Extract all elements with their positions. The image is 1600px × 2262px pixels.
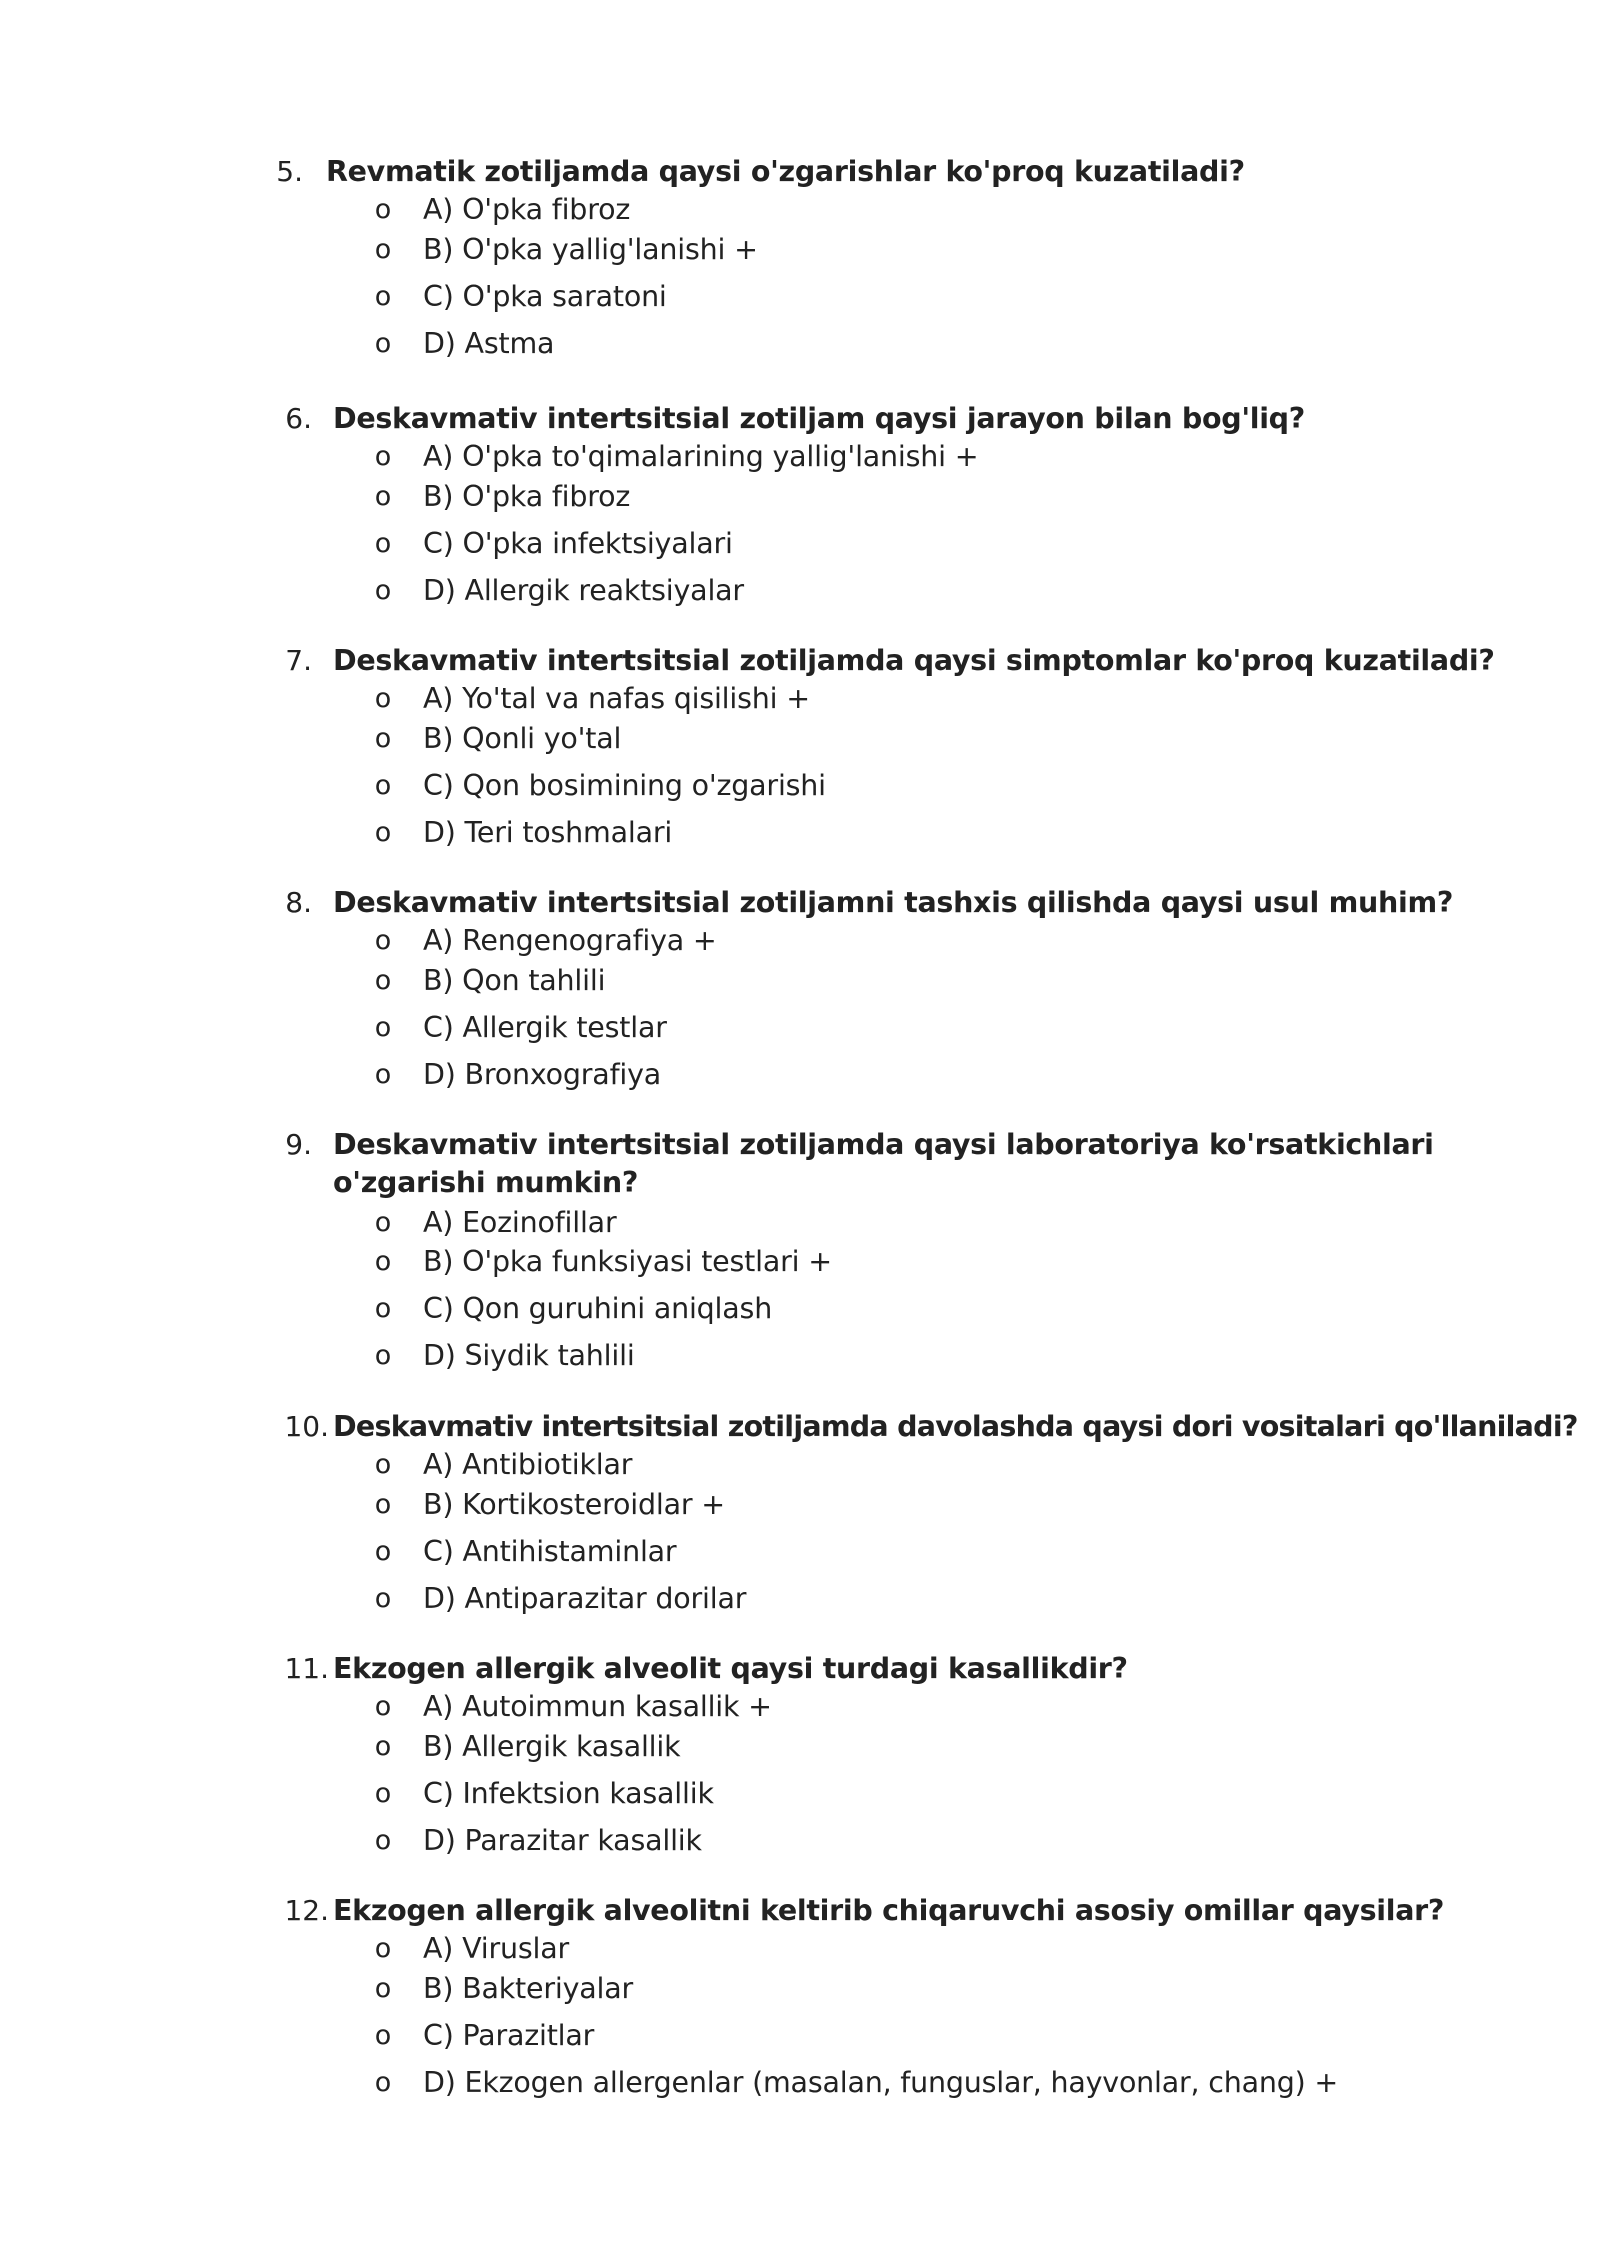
answer-option-d bbox=[0, 2064, 1600, 2104]
answer-option-d bbox=[0, 1337, 1600, 1377]
list-bullet: o bbox=[374, 1691, 392, 1722]
list-bullet: o bbox=[374, 2067, 392, 2098]
question-text: Ekzogen allergik alveolitni keltirib chiqaruvchi asosiy omillar qaysilar? bbox=[333, 1894, 1445, 1927]
list-bullet: o bbox=[374, 817, 392, 848]
option-text: D) Parazitar kasallik bbox=[423, 1824, 702, 1857]
answer-option-b bbox=[0, 720, 1600, 760]
option-text: A) Autoimmun kasallik + bbox=[423, 1690, 772, 1723]
answer-option-b bbox=[0, 1728, 1600, 1768]
list-bullet: o bbox=[374, 234, 392, 265]
answer-option-d bbox=[0, 1056, 1600, 1096]
question-text: Deskavmativ intertsitsial zotiljamda qaysi simptomlar ko'proq kuzatiladi? bbox=[333, 644, 1495, 677]
answer-option-c bbox=[0, 1775, 1600, 1815]
answer-option-c bbox=[0, 1290, 1600, 1330]
option-text: B) Qon tahlili bbox=[423, 964, 606, 997]
question-text: Deskavmativ intertsitsial zotiljam qaysi jarayon bilan bog'liq? bbox=[333, 402, 1306, 435]
option-text: C) Qon bosimining o'zgarishi bbox=[423, 769, 826, 802]
list-bullet: o bbox=[374, 441, 392, 472]
answer-option-d bbox=[0, 1580, 1600, 1620]
answer-option-d bbox=[0, 814, 1600, 854]
option-text: C) Antihistaminlar bbox=[423, 1535, 677, 1568]
list-bullet: o bbox=[374, 575, 392, 606]
option-text: D) Allergik reaktsiyalar bbox=[423, 574, 744, 607]
option-text: A) Yo'tal va nafas qisilishi + bbox=[423, 682, 810, 715]
option-text: C) O'pka saratoni bbox=[423, 280, 667, 313]
question-number: 9. bbox=[285, 1128, 312, 1161]
list-bullet: o bbox=[374, 965, 392, 996]
option-text: B) O'pka funksiyasi testlari + bbox=[423, 1245, 832, 1278]
answer-option-c bbox=[0, 525, 1600, 565]
question-number: 12. bbox=[284, 1894, 329, 1927]
question-number: 10. bbox=[284, 1410, 329, 1443]
list-bullet: o bbox=[374, 1449, 392, 1480]
list-bullet: o bbox=[374, 528, 392, 559]
option-text: B) Kortikosteroidlar + bbox=[423, 1488, 725, 1521]
answer-option-a bbox=[0, 1204, 1600, 1244]
list-bullet: o bbox=[374, 1489, 392, 1520]
list-bullet: o bbox=[374, 281, 392, 312]
answer-option-a bbox=[0, 680, 1600, 720]
list-bullet: o bbox=[374, 1246, 392, 1277]
option-text: B) Bakteriyalar bbox=[423, 1972, 634, 2005]
list-bullet: o bbox=[374, 194, 392, 225]
option-text: D) Astma bbox=[423, 327, 555, 360]
answer-option-b bbox=[0, 1970, 1600, 2010]
answer-option-a bbox=[0, 191, 1600, 231]
answer-option-a bbox=[0, 922, 1600, 962]
question-text: Ekzogen allergik alveolit qaysi turdagi kasallikdir? bbox=[333, 1652, 1128, 1685]
option-text: A) Antibiotiklar bbox=[423, 1448, 633, 1481]
option-text: A) O'pka to'qimalarining yallig'lanishi + bbox=[423, 440, 979, 473]
list-bullet: o bbox=[374, 1933, 392, 1964]
option-text: B) Qonli yo'tal bbox=[423, 722, 622, 755]
answer-option-a bbox=[0, 1688, 1600, 1728]
option-text: D) Ekzogen allergenlar (masalan, funguslar, hayvonlar, chang) + bbox=[423, 2066, 1339, 2099]
option-text: B) O'pka yallig'lanishi + bbox=[423, 233, 758, 266]
question-number: 11. bbox=[284, 1652, 329, 1685]
answer-option-c bbox=[0, 1533, 1600, 1573]
list-bullet: o bbox=[374, 770, 392, 801]
answer-option-c bbox=[0, 2017, 1600, 2057]
answer-option-b bbox=[0, 231, 1600, 271]
answer-option-b bbox=[0, 962, 1600, 1002]
option-text: B) O'pka fibroz bbox=[423, 480, 631, 513]
list-bullet: o bbox=[374, 1973, 392, 2004]
list-bullet: o bbox=[374, 328, 392, 359]
question-text: Revmatik zotiljamda qaysi o'zgarishlar ko'proq kuzatiladi? bbox=[326, 155, 1245, 188]
option-text: D) Teri toshmalari bbox=[423, 816, 673, 849]
answer-option-b bbox=[0, 478, 1600, 518]
answer-option-a bbox=[0, 438, 1600, 478]
answer-option-b bbox=[0, 1243, 1600, 1283]
answer-option-c bbox=[0, 767, 1600, 807]
list-bullet: o bbox=[374, 481, 392, 512]
list-bullet: o bbox=[374, 1536, 392, 1567]
list-bullet: o bbox=[374, 723, 392, 754]
list-bullet: o bbox=[374, 1207, 392, 1238]
question-number: 8. bbox=[285, 886, 312, 919]
answer-option-a bbox=[0, 1446, 1600, 1486]
list-bullet: o bbox=[374, 1583, 392, 1614]
answer-option-b bbox=[0, 1486, 1600, 1526]
list-bullet: o bbox=[374, 2020, 392, 2051]
question-text: Deskavmativ intertsitsial zotiljamni tashxis qilishda qaysi usul muhim? bbox=[333, 886, 1454, 919]
option-text: C) Parazitlar bbox=[423, 2019, 595, 2052]
option-text: C) Allergik testlar bbox=[423, 1011, 667, 1044]
option-text: D) Siydik tahlili bbox=[423, 1339, 635, 1372]
answer-option-c bbox=[0, 1009, 1600, 1049]
list-bullet: o bbox=[374, 1012, 392, 1043]
list-bullet: o bbox=[374, 1731, 392, 1762]
option-text: D) Bronxografiya bbox=[423, 1058, 662, 1091]
option-text: D) Antiparazitar dorilar bbox=[423, 1582, 747, 1615]
option-text: C) O'pka infektsiyalari bbox=[423, 527, 733, 560]
list-bullet: o bbox=[374, 1340, 392, 1371]
option-text: A) Eozinofillar bbox=[423, 1206, 617, 1239]
option-text: A) O'pka fibroz bbox=[423, 193, 631, 226]
question-text: Deskavmativ intertsitsial zotiljamda qaysi laboratoriya ko'rsatkichlari o'zgarishi mumkin? bbox=[333, 1128, 1434, 1199]
list-bullet: o bbox=[374, 1293, 392, 1324]
option-text: C) Qon guruhini aniqlash bbox=[423, 1292, 773, 1325]
question-number: 6. bbox=[285, 402, 312, 435]
list-bullet: o bbox=[374, 1825, 392, 1856]
list-bullet: o bbox=[374, 1778, 392, 1809]
option-text: B) Allergik kasallik bbox=[423, 1730, 681, 1763]
option-text: A) Rengenografiya + bbox=[423, 924, 717, 957]
question-text: Deskavmativ intertsitsial zotiljamda davolashda qaysi dori vositalari qo'llaniladi? bbox=[333, 1410, 1578, 1443]
list-bullet: o bbox=[374, 1059, 392, 1090]
answer-option-d bbox=[0, 325, 1600, 365]
question-number: 5. bbox=[276, 155, 303, 188]
question-number: 7. bbox=[285, 644, 312, 677]
list-bullet: o bbox=[374, 925, 392, 956]
answer-option-a bbox=[0, 1930, 1600, 1970]
option-text: A) Viruslar bbox=[423, 1932, 569, 1965]
answer-option-c bbox=[0, 278, 1600, 318]
answer-option-d bbox=[0, 572, 1600, 612]
option-text: C) Infektsion kasallik bbox=[423, 1777, 714, 1810]
list-bullet: o bbox=[374, 683, 392, 714]
answer-option-d bbox=[0, 1822, 1600, 1862]
